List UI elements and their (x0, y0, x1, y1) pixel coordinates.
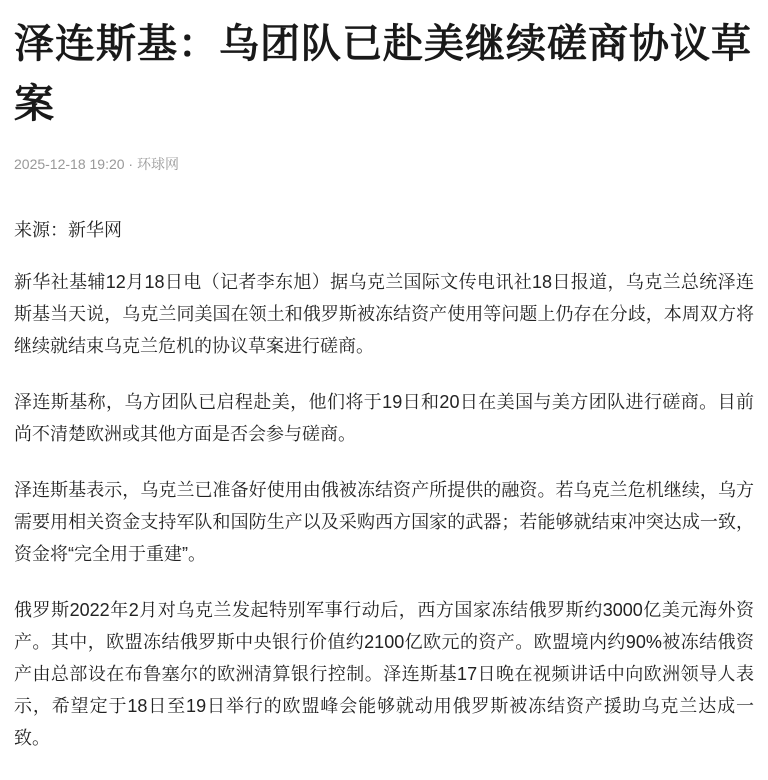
article (0, 14, 768, 754)
paragraph: 俄罗斯2022年2月对乌克兰发起特别军事行动后，西方国家冻结俄罗斯约3000亿美元海外资产。其中，欧盟冻结俄罗斯中央银行价值约2100亿欧元的资产。欧盟境内约90%被冻结俄资产由总部设在布鲁塞尔的欧洲清算银行控制。泽连斯基17日晚在视频讲话中向欧洲领导人表示，希望定于18日至19日举行的欧盟峰会能够就动用俄罗斯被冻结资产援助乌克兰达成一致。 (14, 600, 754, 748)
article-meta: 2025-12-18 19:20 · 环球网 (14, 156, 179, 172)
paragraph: 泽连斯基称，乌方团队已启程赴美，他们将于19日和20日在美国与美方团队进行磋商。目前尚不清楚欧洲或其他方面是否会参与磋商。 (14, 392, 754, 444)
article-source: 来源：新华网 (14, 220, 122, 240)
paragraph: 新华社基辅12月18日电（记者李东旭）据乌克兰国际文传电讯社18日报道，乌克兰总统泽连斯基当天说，乌克兰同美国在领土和俄罗斯被冻结资产使用等问题上仍存在分歧，本周双方将继续就结束乌克兰危机的协议草案进行磋商。 (14, 272, 754, 356)
article-title: 泽连斯基：乌团队已赴美继续磋商协议草案 (14, 22, 752, 126)
paragraph: 泽连斯基表示，乌克兰已准备好使用由俄被冻结资产所提供的融资。若乌克兰危机继续，乌方需要用相关资金支持军队和国防生产以及采购西方国家的武器；若能够就结束冲突达成一致，资金将“完全用于重建”。 (14, 480, 754, 564)
